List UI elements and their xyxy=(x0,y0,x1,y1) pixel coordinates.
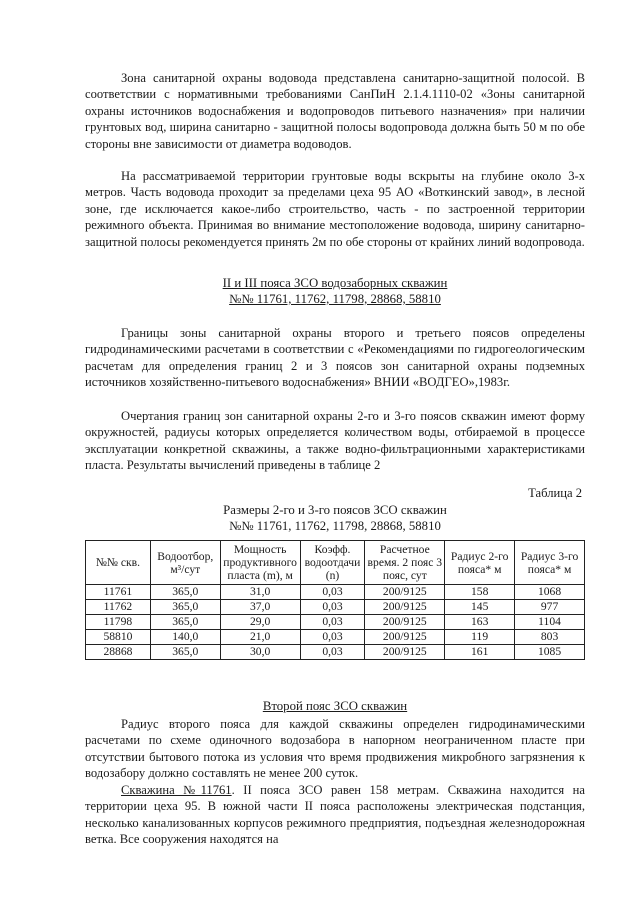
cell-coef: 0,03 xyxy=(300,630,365,645)
cell-radius-2: 145 xyxy=(445,600,515,615)
cell-well: 11798 xyxy=(86,615,151,630)
cell-flow: 365,0 xyxy=(150,645,220,660)
cell-radius-3: 803 xyxy=(515,630,585,645)
col-header-coef: Коэфф. водоотдачи (n) xyxy=(300,541,365,585)
cell-thickness: 31,0 xyxy=(220,585,300,600)
cell-radius-2: 163 xyxy=(445,615,515,630)
cell-radius-3: 977 xyxy=(515,600,585,615)
cell-time: 200/9125 xyxy=(365,600,445,615)
cell-well: 11761 xyxy=(86,585,151,600)
cell-time: 200/9125 xyxy=(365,630,445,645)
cell-flow: 365,0 xyxy=(150,615,220,630)
cell-coef: 0,03 xyxy=(300,600,365,615)
cell-coef: 0,03 xyxy=(300,615,365,630)
col-header-thickness: Мощность продуктивного пласта (m), м xyxy=(220,541,300,585)
col-header-time: Расчетное время. 2 пояс 3 пояс, сут xyxy=(365,541,445,585)
col-header-well: №№ скв. xyxy=(86,541,151,585)
cell-well: 28868 xyxy=(86,645,151,660)
cell-radius-3: 1085 xyxy=(515,645,585,660)
table-row xyxy=(86,630,585,645)
wells-zso-table xyxy=(85,540,585,660)
table-row xyxy=(86,585,585,600)
col-header-radius-3: Радиус 3-го пояса* м xyxy=(515,541,585,585)
table-row xyxy=(86,600,585,615)
table-caption-line2: №№ 11761, 11762, 11798, 28868, 58810 xyxy=(229,519,441,533)
section-heading-belts: II и III пояса ЗСО водозаборных скважин xyxy=(222,276,448,290)
cell-time: 200/9125 xyxy=(365,585,445,600)
cell-flow: 365,0 xyxy=(150,585,220,600)
cell-coef: 0,03 xyxy=(300,585,365,600)
cell-radius-3: 1068 xyxy=(515,585,585,600)
paragraph-boundaries: Границы зоны санитарной охраны второго и третьего поясов определены гидродинамическими расчетами в соответствии с «Рекомендациями по гидрогеологическим расчетам для определения границ 2 и 3 поясов зон санитарной охраны подземных источников хозяйственно-питьевого водоснабжения» ВНИИ «ВОДГЕО»,1983г. xyxy=(85,326,585,390)
paragraph-groundwater: На рассматриваемой территории грунтовые воды вскрыты на глубине около 3-х метров. Часть водовода проходит за пределами цеха 95 АО «Воткинский завод», в лесной зоне, где исключается какое-либо строительство, часть - по застроенной территории режимного объекта. Принимая во внимание местоположение водовода, ширину санитарно-защитной полосы рекомендуется принять 2м по обе стороны от крайних линий водопровода. xyxy=(85,169,585,249)
cell-coef: 0,03 xyxy=(300,645,365,660)
table-header-row xyxy=(86,541,585,585)
col-header-radius-2: Радиус 2-го пояса* м xyxy=(445,541,515,585)
cell-thickness: 29,0 xyxy=(220,615,300,630)
paragraph-outlines: Очертания границ зон санитарной охраны 2-го и 3-го поясов скважин имеют форму окружностей, радиусы которых определяется количеством воды, отбираемой в процессе эксплуатации конкретной скважины, а также водно-фильтрационными характеристиками пласта. Результаты вычислений приведены в таблице 2 xyxy=(85,409,585,473)
table-row xyxy=(86,645,585,660)
well-11761-label: Скважина №11761 xyxy=(121,783,232,797)
table-row xyxy=(86,615,585,630)
paragraph-zso-waterline: Зона санитарной охраны водовода представлена санитарно-защитной полосой. В соответствии с нормативными требованиями СанПиН 2.1.4.1110-02 «Зоны санитарной охраны источников водоснабжения и водопроводов питьевого назначения» при наличии грунтовых вод, ширина санитарно - защитной полосы водопровода должна быть 50 м по обе стороны вне зависимости от диаметра водоводов. xyxy=(85,71,585,151)
cell-thickness: 21,0 xyxy=(220,630,300,645)
cell-time: 200/9125 xyxy=(365,615,445,630)
paragraph-well-11761: Скважина №11761. II пояса ЗСО равен 158 метрам. Скважина находится на территории цеха 95. В южной части II пояса расположены электрическая подстанция, несколько канализованных корпусов режимного предприятия, подъездная железнодорожная ветка. Все сооружения находятся на xyxy=(85,783,585,847)
cell-well: 11762 xyxy=(86,600,151,615)
section-heading-wells: №№ 11761, 11762, 11798, 28868, 58810 xyxy=(229,292,441,306)
paragraph-second-belt-radius: Радиус второго пояса для каждой скважины определен гидродинамическими расчетами по схеме одиночного водозабора в напорном неограниченном пласте при отсутствии бытового потока из условия что время продвижения микробного загрязнения к водозабору должно составлять не менее 200 суток. xyxy=(85,717,585,781)
cell-thickness: 30,0 xyxy=(220,645,300,660)
cell-radius-2: 161 xyxy=(445,645,515,660)
cell-time: 200/9125 xyxy=(365,645,445,660)
cell-well: 58810 xyxy=(86,630,151,645)
cell-flow: 140,0 xyxy=(150,630,220,645)
cell-flow: 365,0 xyxy=(150,600,220,615)
col-header-flow: Водоотбор, м³/сут xyxy=(150,541,220,585)
cell-thickness: 37,0 xyxy=(220,600,300,615)
cell-radius-3: 1104 xyxy=(515,615,585,630)
section-heading-second-belt: Второй пояс ЗСО скважин xyxy=(262,699,408,713)
table-caption-line1: Размеры 2-го и 3-го поясов ЗСО скважин xyxy=(223,503,447,517)
cell-radius-2: 119 xyxy=(445,630,515,645)
table-label: Таблица 2 xyxy=(528,486,582,500)
cell-radius-2: 158 xyxy=(445,585,515,600)
